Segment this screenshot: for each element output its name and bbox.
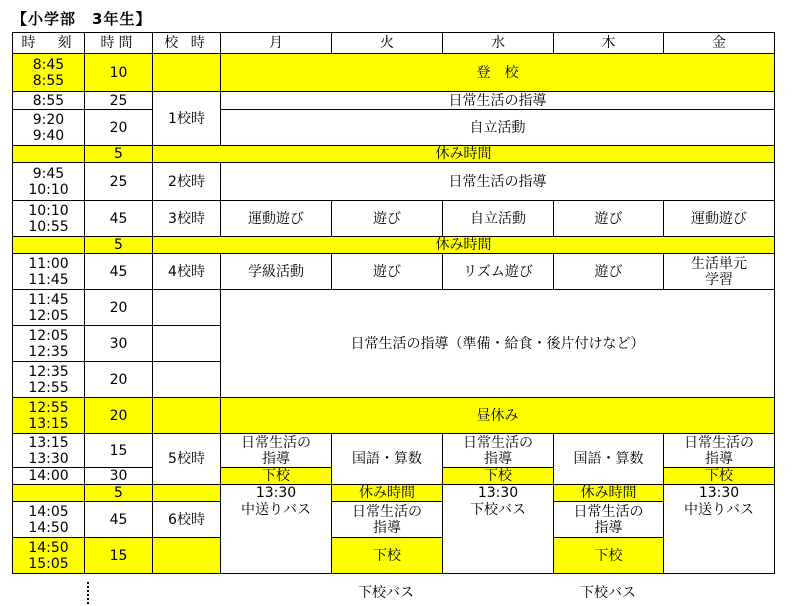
break-cell: 休み時間 <box>153 146 775 163</box>
dismissal-cell-mon: 下校 <box>221 468 332 485</box>
table-row <box>13 254 775 290</box>
time-end: 13:15 <box>28 415 69 432</box>
table-row <box>13 290 775 326</box>
bus-cell-fri: 中送りバス <box>664 502 775 574</box>
time-cell <box>13 54 85 92</box>
table-row <box>13 54 775 92</box>
bus-time-wed: 13:30 <box>443 485 554 502</box>
page-title: 【小学部 3年生】 <box>12 10 152 28</box>
header-wed: 水 <box>443 33 554 54</box>
bus-cell-wed: 下校バス <box>443 502 554 574</box>
content-cell-wed: 自立活動 <box>443 201 554 237</box>
arrival-cell: 登 校 <box>221 54 775 92</box>
time-end: 12:35 <box>28 343 69 360</box>
content-cell: 自立活動 <box>221 110 775 146</box>
content-cell-tue: 遊び <box>332 201 443 237</box>
time-end: 12:05 <box>28 307 69 324</box>
content-cell-wed: リズム遊び <box>443 254 554 290</box>
content-line: 指導 <box>262 450 290 467</box>
content-line: 指導 <box>373 519 401 536</box>
lunch-break-cell: 昼休み <box>221 398 775 434</box>
duration-cell: 30 <box>85 326 153 362</box>
time-cell: 8:55 <box>13 92 85 110</box>
time-start: 14:05 <box>28 503 69 520</box>
header-duration: 時間 <box>85 33 153 54</box>
time-cell <box>13 163 85 201</box>
period-cell <box>153 326 221 362</box>
duration-cell: 5 <box>85 485 153 502</box>
content-line: 日常生活の <box>352 503 422 520</box>
table-row <box>13 485 775 502</box>
header-tue: 火 <box>332 33 443 54</box>
header-mon: 月 <box>221 33 332 54</box>
bus-cell-mon: 中送りバス <box>221 502 332 574</box>
content-cell-fri <box>664 254 775 290</box>
time-start: 12:35 <box>28 363 69 380</box>
time-column-divider <box>87 582 89 604</box>
content-cell-mon <box>221 434 332 468</box>
period-cell <box>153 485 221 502</box>
header-time: 時 刻 <box>13 33 85 54</box>
table-row <box>13 92 775 110</box>
time-start: 12:05 <box>28 327 69 344</box>
content-cell-tue: 遊び <box>332 254 443 290</box>
time-start: 9:45 <box>32 165 65 182</box>
header-thu: 木 <box>554 33 664 54</box>
time-start: 14:50 <box>28 539 69 556</box>
content-line: 学習 <box>705 271 733 288</box>
table-row <box>13 398 775 434</box>
content-line: 生活単元 <box>691 255 747 272</box>
content-cell-tue: 国語・算数 <box>332 434 443 485</box>
dismissal-cell-thu: 下校 <box>554 538 664 574</box>
time-cell <box>13 237 85 254</box>
content-cell: 日常生活の指導（準備・給食・後片付けなど） <box>221 290 775 398</box>
table-row <box>13 163 775 201</box>
content-line: 日常生活の <box>573 503 644 520</box>
duration-cell: 25 <box>85 163 153 201</box>
table-row <box>13 110 775 146</box>
time-start: 12:55 <box>28 399 69 416</box>
time-cell <box>13 201 85 237</box>
schedule-table <box>12 32 775 574</box>
period-cell: 5校時 <box>153 434 221 485</box>
dismissal-cell-fri: 下校 <box>664 468 775 485</box>
table-row <box>13 146 775 163</box>
duration-cell: 30 <box>85 468 153 485</box>
time-cell <box>13 326 85 362</box>
time-cell <box>13 290 85 326</box>
duration-cell: 45 <box>85 254 153 290</box>
break-cell-tue: 休み時間 <box>332 485 443 502</box>
duration-cell: 15 <box>85 538 153 574</box>
dismissal-cell-wed: 下校 <box>443 468 554 485</box>
header-row <box>13 33 775 54</box>
content-line: 指導 <box>705 450 733 467</box>
duration-cell: 25 <box>85 92 153 110</box>
content-cell-fri: 運動遊び <box>664 201 775 237</box>
time-cell <box>13 538 85 574</box>
content-cell-thu: 遊び <box>554 201 664 237</box>
time-cell <box>13 434 85 468</box>
content-cell: 日常生活の指導 <box>221 163 775 201</box>
time-cell <box>13 502 85 538</box>
duration-cell: 10 <box>85 54 153 92</box>
header-fri: 金 <box>664 33 775 54</box>
content-line: 指導 <box>594 519 623 536</box>
footer-bus-thu: 下校バス <box>580 585 636 601</box>
table-row <box>13 434 775 468</box>
period-cell: 3校時 <box>153 201 221 237</box>
period-cell: 1校時 <box>153 92 221 146</box>
time-cell <box>13 485 85 502</box>
time-end: 15:05 <box>28 555 69 572</box>
time-start: 8:45 <box>32 56 65 73</box>
time-end: 9:40 <box>32 127 65 144</box>
time-start: 11:00 <box>28 255 69 272</box>
duration-cell: 20 <box>85 110 153 146</box>
dismissal-cell-tue: 下校 <box>332 538 443 574</box>
time-start: 11:45 <box>28 291 69 308</box>
table-row <box>13 502 775 538</box>
time-end: 11:45 <box>28 271 69 288</box>
content-cell-mon: 運動遊び <box>221 201 332 237</box>
time-end: 14:50 <box>28 519 69 536</box>
content-cell-wed <box>443 434 554 468</box>
time-end: 12:55 <box>28 379 69 396</box>
content-line: 指導 <box>484 450 512 467</box>
content-cell-thu: 国語・算数 <box>554 434 664 485</box>
duration-cell: 5 <box>85 146 153 163</box>
duration-cell: 5 <box>85 237 153 254</box>
time-cell <box>13 146 85 163</box>
bus-time-fri: 13:30 <box>664 485 775 502</box>
content-line: 日常生活の <box>463 434 533 451</box>
time-start: 10:10 <box>28 202 69 219</box>
table-row <box>13 237 775 254</box>
period-cell <box>153 290 221 326</box>
period-cell <box>153 538 221 574</box>
content-cell-thu: 遊び <box>554 254 664 290</box>
content-line: 日常生活の <box>684 434 754 451</box>
time-start: 13:15 <box>28 434 69 451</box>
content-cell-mon: 学級活動 <box>221 254 332 290</box>
time-cell <box>13 362 85 398</box>
duration-cell: 20 <box>85 398 153 434</box>
duration-cell: 20 <box>85 290 153 326</box>
period-cell: 2校時 <box>153 163 221 201</box>
time-start: 9:20 <box>32 111 65 128</box>
content-cell-thu <box>554 502 664 538</box>
duration-cell: 15 <box>85 434 153 468</box>
time-end: 10:55 <box>28 218 69 235</box>
table-row <box>13 201 775 237</box>
content-cell-tue <box>332 502 443 538</box>
period-cell <box>153 362 221 398</box>
duration-cell: 20 <box>85 362 153 398</box>
duration-cell: 45 <box>85 502 153 538</box>
break-cell-thu: 休み時間 <box>554 485 664 502</box>
content-cell-fri <box>664 434 775 468</box>
break-cell: 休み時間 <box>153 237 775 254</box>
time-cell <box>13 110 85 146</box>
table-row <box>13 538 775 574</box>
bus-time-mon: 13:30 <box>221 485 332 502</box>
time-cell <box>13 398 85 434</box>
duration-cell: 45 <box>85 201 153 237</box>
content-cell: 日常生活の指導 <box>221 92 775 110</box>
time-end: 13:30 <box>28 450 69 467</box>
period-cell: 6校時 <box>153 502 221 538</box>
time-cell <box>13 254 85 290</box>
header-period: 校 時 <box>153 33 221 54</box>
period-cell: 4校時 <box>153 254 221 290</box>
time-end: 10:10 <box>28 181 69 198</box>
time-end: 8:55 <box>32 72 65 89</box>
footer-bus-tue: 下校バス <box>358 585 414 601</box>
content-line: 日常生活の <box>241 434 311 451</box>
period-cell <box>153 54 221 92</box>
time-cell: 14:00 <box>13 468 85 485</box>
period-cell <box>153 398 221 434</box>
